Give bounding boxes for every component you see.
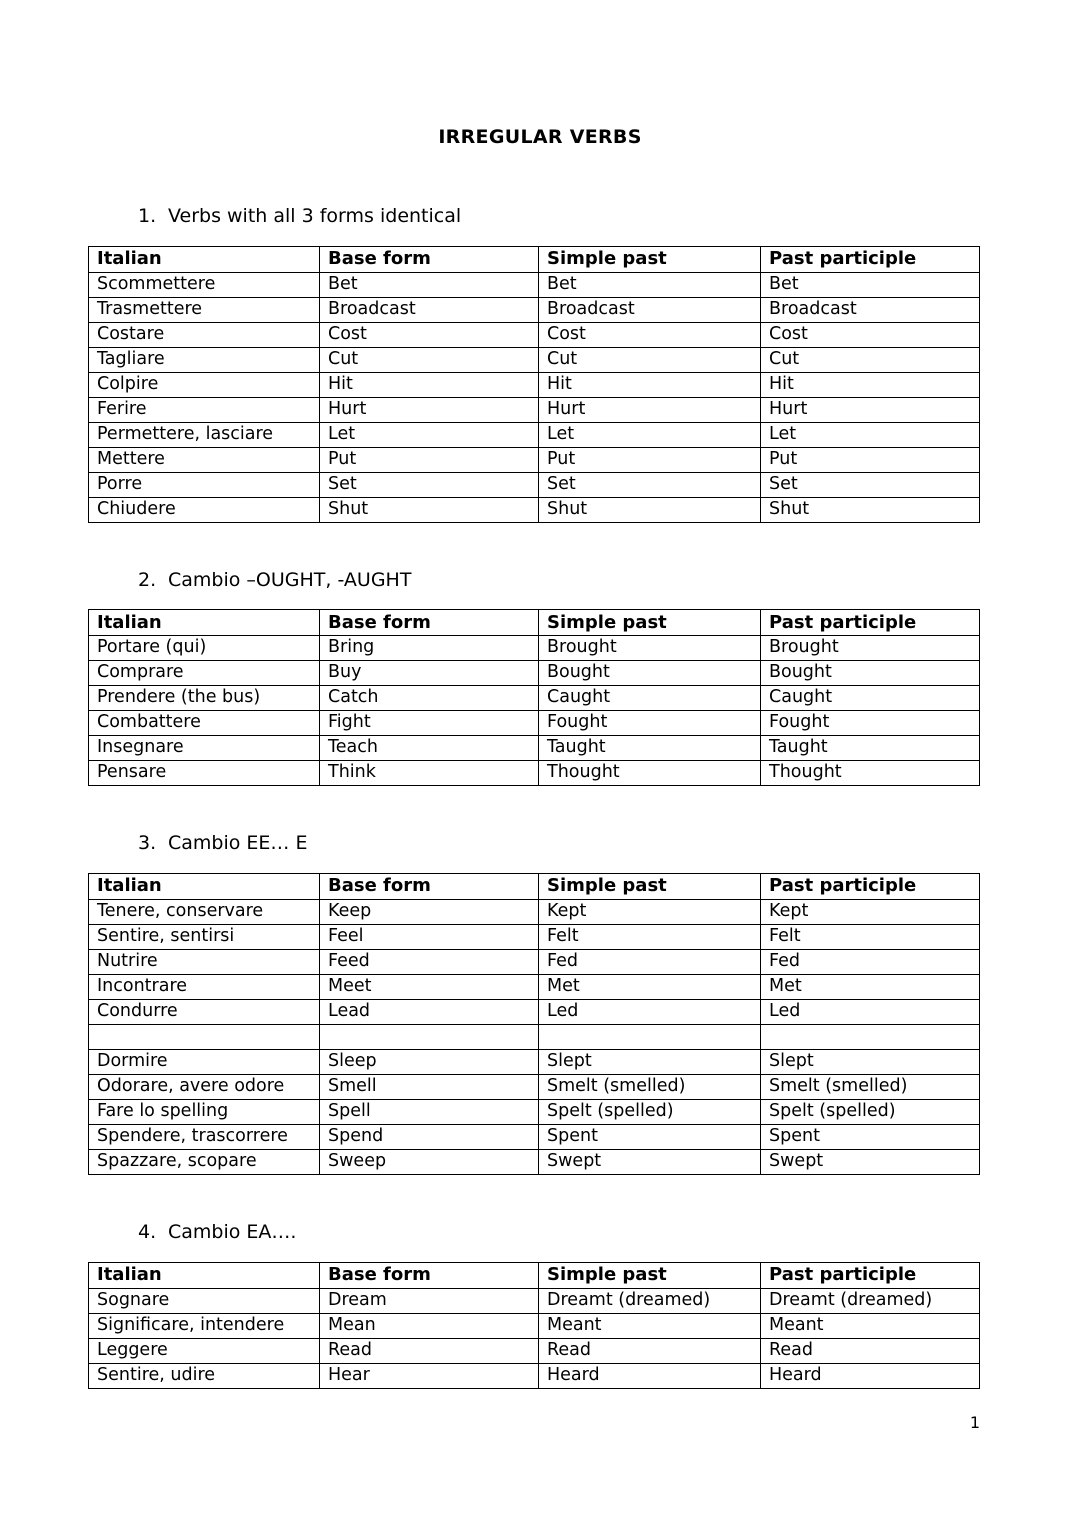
table-cell-c3: Brought xyxy=(539,636,761,661)
table-cell-c2: Feel xyxy=(320,925,539,950)
section-heading xyxy=(138,205,1080,229)
table-cell-c1: Dormire xyxy=(89,1050,320,1075)
table-cell-c3: Hurt xyxy=(539,397,761,422)
column-header-c4: Past participle xyxy=(761,610,980,636)
table-row xyxy=(89,736,980,761)
table-cell-c3: Dreamt (dreamed) xyxy=(539,1288,761,1313)
heading-table-spacer xyxy=(0,592,1080,609)
table-cell-c2: Cut xyxy=(320,347,539,372)
table-cell-c1: Costare xyxy=(89,322,320,347)
table-row xyxy=(89,900,980,925)
table-row xyxy=(89,925,980,950)
table-cell-c1: Trasmettere xyxy=(89,297,320,322)
table-row xyxy=(89,661,980,686)
table-row xyxy=(89,1100,980,1125)
table-row xyxy=(89,1288,980,1313)
table-cell-c2: Catch xyxy=(320,686,539,711)
table-cell-c2: Let xyxy=(320,422,539,447)
table-cell-c2: Fight xyxy=(320,711,539,736)
column-header-c3: Simple past xyxy=(539,1262,761,1288)
section-number: 4. xyxy=(138,1221,157,1244)
column-header-c1: Italian xyxy=(89,1262,320,1288)
table-cell-c3: Set xyxy=(539,472,761,497)
table-row-blank xyxy=(89,1025,980,1050)
table-cell-c4: Cost xyxy=(761,322,980,347)
table-cell-c1: Ferire xyxy=(89,397,320,422)
table-cell-c2: Bet xyxy=(320,272,539,297)
column-header-c1: Italian xyxy=(89,610,320,636)
table-cell-c2: Set xyxy=(320,472,539,497)
table-cell-c4: Cut xyxy=(761,347,980,372)
table-cell-c2: Teach xyxy=(320,736,539,761)
table-cell-c1: Tagliare xyxy=(89,347,320,372)
table-cell-c1: Tenere, conservare xyxy=(89,900,320,925)
verb-table xyxy=(88,1262,980,1389)
table-cell-c3: Hit xyxy=(539,372,761,397)
table-header-row xyxy=(89,246,980,272)
verb-table xyxy=(88,609,980,786)
section-number: 2. xyxy=(138,568,157,591)
table-cell-c3: Cost xyxy=(539,322,761,347)
table-cell-c3: Smelt (smelled) xyxy=(539,1075,761,1100)
table-cell-c4: Shut xyxy=(761,497,980,522)
table-cell-c4: Bought xyxy=(761,661,980,686)
section-number: 1. xyxy=(138,204,157,227)
verb-table xyxy=(88,873,980,1175)
table-cell-c3: Shut xyxy=(539,497,761,522)
table-cell-c1: Porre xyxy=(89,472,320,497)
table-cell-c3: Let xyxy=(539,422,761,447)
table-row xyxy=(89,497,980,522)
table-cell-c4: Read xyxy=(761,1338,980,1363)
table-cell-c3: Caught xyxy=(539,686,761,711)
column-header-c1: Italian xyxy=(89,874,320,900)
table-section-spacer xyxy=(0,1389,1080,1435)
table-header-row xyxy=(89,874,980,900)
table-cell-c2: Smell xyxy=(320,1075,539,1100)
table-cell-c4: Caught xyxy=(761,686,980,711)
table-cell-c2: Hear xyxy=(320,1363,539,1388)
table-row xyxy=(89,686,980,711)
table-cell-c1: Fare lo spelling xyxy=(89,1100,320,1125)
table-cell-c4: Brought xyxy=(761,636,980,661)
column-header-c4: Past participle xyxy=(761,246,980,272)
table-cell-c4: Let xyxy=(761,422,980,447)
table-cell-c3: Bet xyxy=(539,272,761,297)
table-cell-c2: Feed xyxy=(320,950,539,975)
table-cell-c2: Dream xyxy=(320,1288,539,1313)
table-cell-c4: Broadcast xyxy=(761,297,980,322)
section-heading-label: Cambio EA…. xyxy=(168,1221,297,1244)
table-cell-c1: Insegnare xyxy=(89,736,320,761)
table-cell-c4: Bet xyxy=(761,272,980,297)
table-cell-c1: Combattere xyxy=(89,711,320,736)
table-cell-c2: Hurt xyxy=(320,397,539,422)
table-cell-c2: Spend xyxy=(320,1125,539,1150)
table-cell-c1: Incontrare xyxy=(89,975,320,1000)
table-cell-c2: Shut xyxy=(320,497,539,522)
section-heading-label: Verbs with all 3 forms identical xyxy=(168,204,462,227)
table-cell-c1: Nutrire xyxy=(89,950,320,975)
table-row xyxy=(89,975,980,1000)
table-cell-c3: Led xyxy=(539,1000,761,1025)
table-cell-c1: Mettere xyxy=(89,447,320,472)
table-row xyxy=(89,347,980,372)
table-cell-c3: Fed xyxy=(539,950,761,975)
table-cell-c1: Pensare xyxy=(89,761,320,786)
column-header-c4: Past participle xyxy=(761,1262,980,1288)
table-cell-c3: Cut xyxy=(539,347,761,372)
verb-section xyxy=(0,1221,1080,1435)
table-cell-c2 xyxy=(320,1025,539,1050)
table-row xyxy=(89,1075,980,1100)
table-cell-c3: Spelt (spelled) xyxy=(539,1100,761,1125)
table-cell-c3: Taught xyxy=(539,736,761,761)
table-cell-c1: Comprare xyxy=(89,661,320,686)
table-cell-c2: Broadcast xyxy=(320,297,539,322)
table-cell-c4: Dreamt (dreamed) xyxy=(761,1288,980,1313)
table-cell-c1 xyxy=(89,1025,320,1050)
column-header-c1: Italian xyxy=(89,246,320,272)
table-cell-c1: Portare (qui) xyxy=(89,636,320,661)
heading-table-spacer xyxy=(0,229,1080,246)
table-cell-c2: Cost xyxy=(320,322,539,347)
table-cell-c2: Read xyxy=(320,1338,539,1363)
table-cell-c3: Fought xyxy=(539,711,761,736)
section-heading-label: Cambio –OUGHT, -AUGHT xyxy=(168,568,412,591)
table-cell-c4: Thought xyxy=(761,761,980,786)
table-row xyxy=(89,636,980,661)
table-row xyxy=(89,1363,980,1388)
table-cell-c3: Met xyxy=(539,975,761,1000)
table-cell-c1: Permettere, lasciare xyxy=(89,422,320,447)
table-row xyxy=(89,711,980,736)
table-cell-c3: Spent xyxy=(539,1125,761,1150)
table-section-spacer xyxy=(0,1175,1080,1221)
column-header-c2: Base form xyxy=(320,874,539,900)
table-cell-c4: Fought xyxy=(761,711,980,736)
table-row xyxy=(89,1125,980,1150)
table-cell-c4: Felt xyxy=(761,925,980,950)
table-cell-c3: Put xyxy=(539,447,761,472)
table-row xyxy=(89,1050,980,1075)
verb-table xyxy=(88,246,980,523)
table-cell-c4: Spelt (spelled) xyxy=(761,1100,980,1125)
table-row xyxy=(89,272,980,297)
table-cell-c2: Sweep xyxy=(320,1150,539,1175)
heading-table-spacer xyxy=(0,856,1080,873)
table-cell-c4: Fed xyxy=(761,950,980,975)
table-row xyxy=(89,1150,980,1175)
section-heading xyxy=(138,1221,1080,1245)
table-cell-c2: Hit xyxy=(320,372,539,397)
table-cell-c2: Sleep xyxy=(320,1050,539,1075)
table-cell-c4: Swept xyxy=(761,1150,980,1175)
table-cell-c4: Smelt (smelled) xyxy=(761,1075,980,1100)
table-cell-c4: Led xyxy=(761,1000,980,1025)
table-cell-c4: Hurt xyxy=(761,397,980,422)
table-cell-c3: Kept xyxy=(539,900,761,925)
table-cell-c2: Keep xyxy=(320,900,539,925)
column-header-c2: Base form xyxy=(320,610,539,636)
page-number: 1 xyxy=(969,1413,980,1432)
table-cell-c3: Meant xyxy=(539,1313,761,1338)
page-title: IRREGULAR VERBS xyxy=(438,126,642,148)
table-header-row xyxy=(89,1262,980,1288)
table-cell-c1: Significare, intendere xyxy=(89,1313,320,1338)
table-cell-c1: Scommettere xyxy=(89,272,320,297)
table-cell-c4: Met xyxy=(761,975,980,1000)
table-row xyxy=(89,397,980,422)
column-header-c3: Simple past xyxy=(539,610,761,636)
table-cell-c1: Sentire, sentirsi xyxy=(89,925,320,950)
table-cell-c2: Spell xyxy=(320,1100,539,1125)
table-row xyxy=(89,372,980,397)
table-section-spacer xyxy=(0,786,1080,832)
sections-container xyxy=(0,205,1080,1435)
column-header-c2: Base form xyxy=(320,246,539,272)
table-row xyxy=(89,1338,980,1363)
section-heading xyxy=(138,832,1080,856)
table-row xyxy=(89,761,980,786)
table-cell-c3: Thought xyxy=(539,761,761,786)
table-cell-c1: Chiudere xyxy=(89,497,320,522)
table-cell-c4: Hit xyxy=(761,372,980,397)
table-cell-c3: Bought xyxy=(539,661,761,686)
table-cell-c4: Put xyxy=(761,447,980,472)
verb-section xyxy=(0,205,1080,569)
table-cell-c4: Spent xyxy=(761,1125,980,1150)
table-cell-c1: Prendere (the bus) xyxy=(89,686,320,711)
table-cell-c4: Meant xyxy=(761,1313,980,1338)
table-cell-c1: Sentire, udire xyxy=(89,1363,320,1388)
table-cell-c4: Kept xyxy=(761,900,980,925)
table-row xyxy=(89,1313,980,1338)
table-cell-c1: Colpire xyxy=(89,372,320,397)
table-cell-c2: Buy xyxy=(320,661,539,686)
table-cell-c2: Put xyxy=(320,447,539,472)
table-cell-c4 xyxy=(761,1025,980,1050)
table-header-row xyxy=(89,610,980,636)
table-row xyxy=(89,447,980,472)
section-heading-label: Cambio EE… E xyxy=(168,832,308,855)
table-cell-c3 xyxy=(539,1025,761,1050)
column-header-c3: Simple past xyxy=(539,874,761,900)
table-row xyxy=(89,472,980,497)
table-cell-c3: Heard xyxy=(539,1363,761,1388)
heading-table-spacer xyxy=(0,1245,1080,1262)
table-cell-c3: Swept xyxy=(539,1150,761,1175)
column-header-c2: Base form xyxy=(320,1262,539,1288)
table-cell-c4: Slept xyxy=(761,1050,980,1075)
table-cell-c3: Read xyxy=(539,1338,761,1363)
table-cell-c2: Mean xyxy=(320,1313,539,1338)
verb-section xyxy=(0,832,1080,1221)
section-heading xyxy=(138,569,1080,593)
table-cell-c1: Sognare xyxy=(89,1288,320,1313)
table-cell-c2: Lead xyxy=(320,1000,539,1025)
title-spacer xyxy=(0,149,1080,205)
table-cell-c1: Spazzare, scopare xyxy=(89,1150,320,1175)
table-cell-c2: Bring xyxy=(320,636,539,661)
table-cell-c4: Set xyxy=(761,472,980,497)
table-cell-c2: Think xyxy=(320,761,539,786)
section-number: 3. xyxy=(138,832,157,855)
table-row xyxy=(89,422,980,447)
verb-section xyxy=(0,569,1080,833)
column-header-c4: Past participle xyxy=(761,874,980,900)
table-cell-c3: Slept xyxy=(539,1050,761,1075)
table-section-spacer xyxy=(0,523,1080,569)
table-cell-c2: Meet xyxy=(320,975,539,1000)
table-row xyxy=(89,950,980,975)
table-cell-c3: Broadcast xyxy=(539,297,761,322)
column-header-c3: Simple past xyxy=(539,246,761,272)
table-cell-c4: Heard xyxy=(761,1363,980,1388)
table-cell-c1: Odorare, avere odore xyxy=(89,1075,320,1100)
table-cell-c1: Leggere xyxy=(89,1338,320,1363)
table-cell-c4: Taught xyxy=(761,736,980,761)
table-row xyxy=(89,322,980,347)
table-row xyxy=(89,297,980,322)
table-cell-c1: Condurre xyxy=(89,1000,320,1025)
table-cell-c1: Spendere, trascorrere xyxy=(89,1125,320,1150)
table-cell-c3: Felt xyxy=(539,925,761,950)
table-row xyxy=(89,1000,980,1025)
